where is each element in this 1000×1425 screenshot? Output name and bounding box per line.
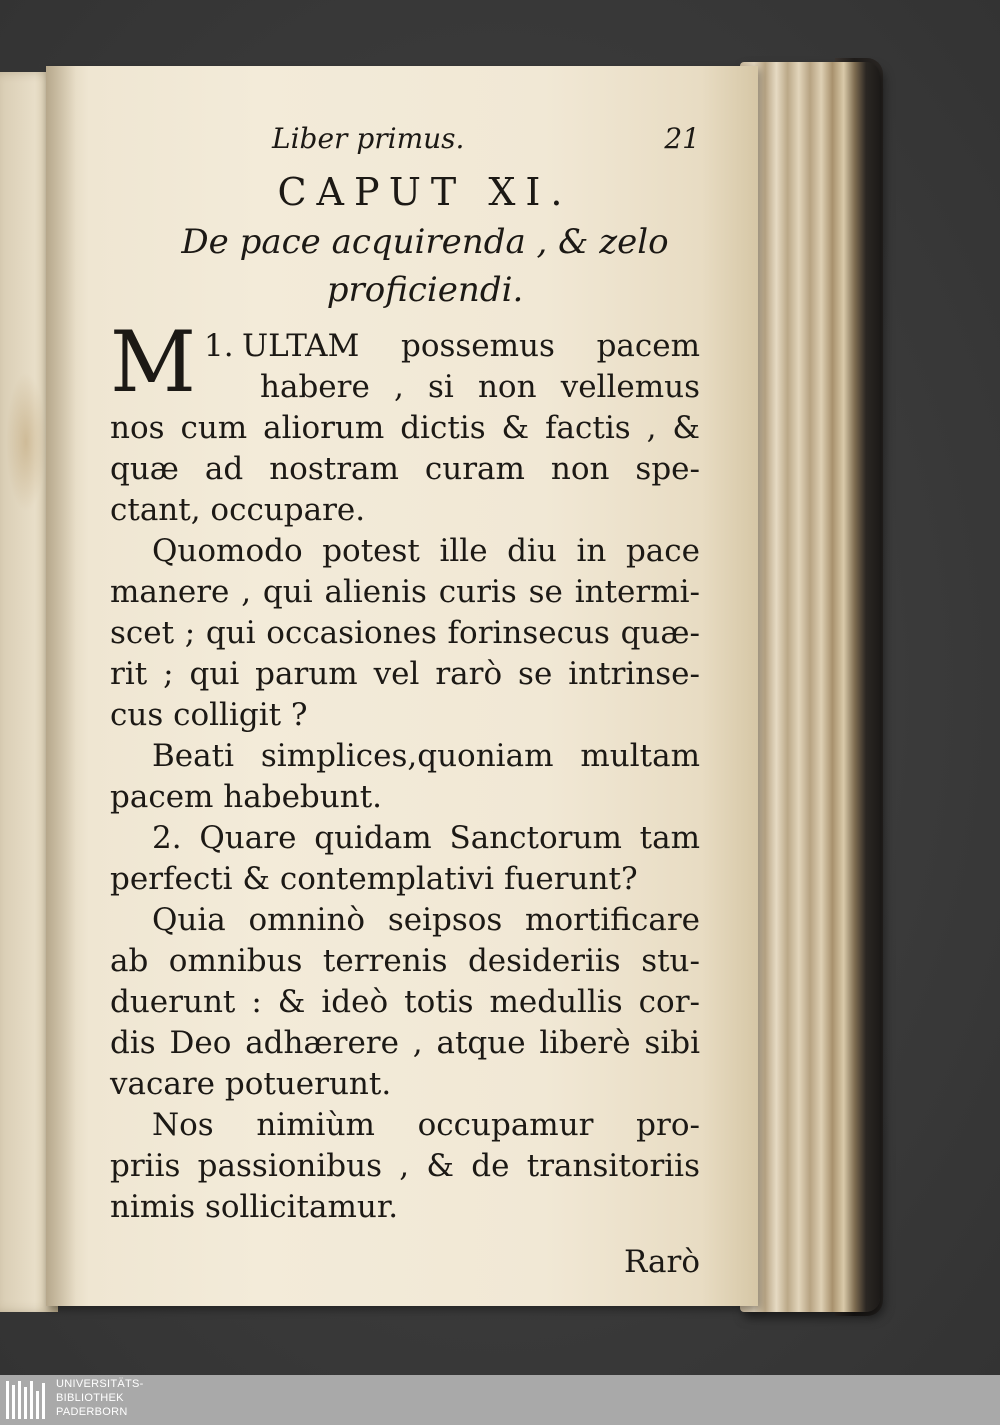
paragraph-number: 1. <box>204 328 234 364</box>
text-line: rit ; qui parum vel rarò se intrinse- <box>110 656 700 692</box>
recto-page <box>46 66 758 1306</box>
text-line: pacem habebunt. <box>110 779 383 815</box>
library-name-line-3: PADERBORN <box>56 1406 128 1418</box>
text-line: nos cum aliorum dictis & factis , & <box>110 410 700 446</box>
text-line: scet ; qui occasiones forinsecus quæ- <box>110 615 700 651</box>
library-name-line-2: BIBLIOTHEK <box>56 1392 124 1404</box>
text-line: priis passionibus , & de transitoriis <box>110 1148 700 1184</box>
paragraph-4 <box>110 818 700 900</box>
drop-cap: M <box>110 313 197 411</box>
gutter-shadow <box>46 66 76 1306</box>
library-logo-icon <box>4 1377 48 1423</box>
text-line: nimis sollicitamur. <box>110 1189 399 1225</box>
text-line: ULTAM possemus pacem <box>242 328 700 364</box>
subtitle-line-2: proficiendi. <box>326 270 524 310</box>
text-line: ab omnibus terrenis desideriis stu- <box>110 943 700 979</box>
text-block <box>110 116 700 1283</box>
text-line: habere , si non vellemus <box>260 369 700 405</box>
text-line: Beati simplices,quoniam multam <box>152 738 700 774</box>
paragraph-2 <box>110 531 700 736</box>
text-line: Quomodo potest ille diu in pace <box>152 533 700 569</box>
library-name-line-1: UNIVERSITÄTS- <box>56 1378 144 1390</box>
water-stain <box>6 372 46 512</box>
text-line: manere , qui alienis curis se intermi- <box>110 574 700 610</box>
folio-number: 21 <box>664 122 700 155</box>
chapter-heading: CAPUT XI. <box>277 170 573 214</box>
running-title: Liber primus. <box>272 122 465 155</box>
subtitle-line-1: De pace acquirenda , & zelo <box>181 222 669 262</box>
paragraph-3 <box>110 736 700 818</box>
chapter-subtitle <box>110 218 700 314</box>
text-line: quæ ad nostram curam non spe- <box>110 451 700 487</box>
text-line: cus colligit ? <box>110 697 308 733</box>
paragraph-6 <box>110 1105 700 1228</box>
text-line: 2. Quare quidam Sanctorum tam <box>152 820 700 856</box>
text-line: duerunt : & ideò totis medullis cor- <box>110 984 700 1020</box>
text-line: Quia omninò seipsos mortificare <box>152 902 700 938</box>
text-line: dis Deo adhærere , atque liberè sibi <box>110 1025 700 1061</box>
paragraph-5 <box>110 900 700 1105</box>
body-text <box>110 313 700 1283</box>
text-line: ctant, occupare. <box>110 492 366 528</box>
catchword: Rarò <box>623 1244 700 1280</box>
text-line: vacare potuerunt. <box>110 1066 392 1102</box>
text-line: perfecti & contemplativi fuerunt? <box>110 861 638 897</box>
page-edges <box>740 62 880 1312</box>
paragraph-1 <box>110 313 700 531</box>
library-name <box>56 1377 144 1419</box>
library-footer <box>0 1375 1000 1425</box>
running-head <box>110 116 700 160</box>
text-line: Nos nimiùm occupamur pro- <box>152 1107 700 1143</box>
